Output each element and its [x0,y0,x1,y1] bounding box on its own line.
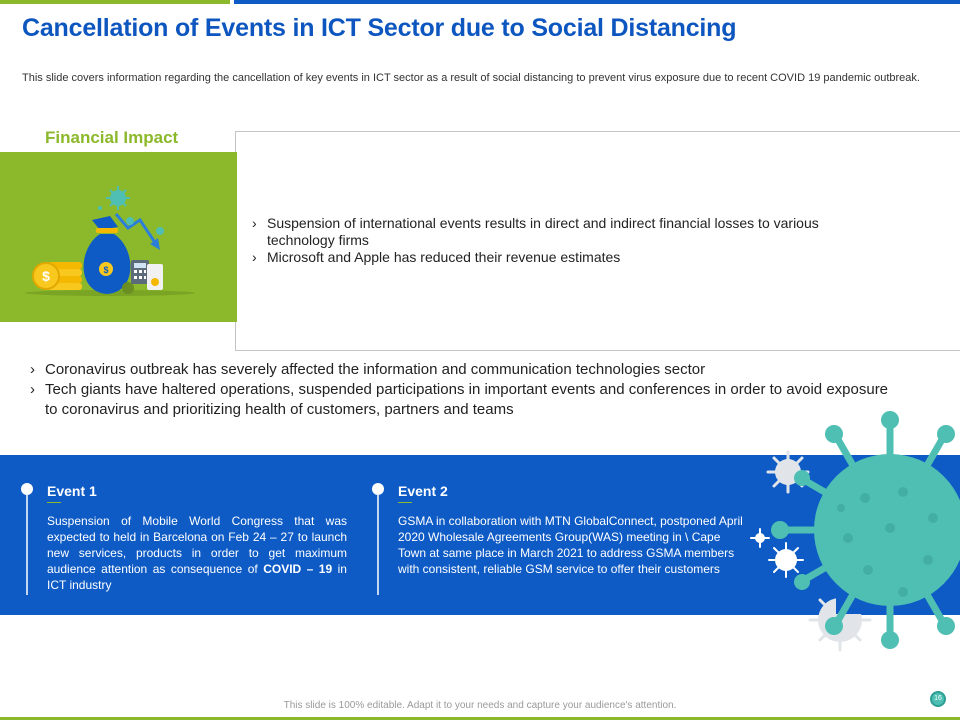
event-2-body: GSMA in collaboration with MTN GlobalConnect, postponed April 2020 Wholesale Agreements Group(WAS) meeting in \ Cape Town at same place in March 2021 to address GSMA members with consistent, reliable GSM service to offer their customers [398,514,743,576]
event-1 [47,482,347,593]
footer-note: This slide is 100% editable. Adapt it to your needs and capture your audience's attention. [283,700,677,711]
financial-impact-heading: Financial Impact [45,128,179,147]
main-bullet: › Tech giants have haltered operations, suspended participations in important events and conferences in order to avoid exposure to coronavirus and prioritizing health of customers, partners and teams [30,380,890,420]
event-1-title: Event 1 [47,483,97,499]
virus-illustration [740,400,960,660]
financial-impact-list [252,215,862,266]
top-accent-blue [234,0,960,4]
virus-icon [769,543,803,577]
timeline-dot [21,483,33,495]
timeline-line [26,495,28,595]
event-2-underline [398,502,412,503]
event-1-body: Suspension of Mobile World Congress that was expected to held in Barcelona on Feb 24 – 27 to launch new services, products in order to get maximum audience attention as consequence of COVID – 19 in ICT industry [47,514,347,592]
financial-impact-panel [0,152,237,322]
virus-icon [751,529,769,547]
page-number-badge: 16 [930,691,946,707]
financial-impact-bullet: › Suspension of international events results in direct and indirect financial losses to various technology firms [252,215,862,249]
main-bullet: › Coronavirus outbreak has severely affected the information and communication technologies sector [30,360,890,380]
event-1-underline [47,502,61,503]
financial-illustration [0,152,237,322]
event-2 [398,482,743,577]
money-bag-icon [84,216,131,294]
slide-subtitle: This slide covers information regarding the cancellation of key events in ICT sector as a result of social distancing to prevent virus exposure due to recent COVID 19 pandemic outbreak. [22,72,920,84]
coins-icon [33,262,82,290]
slide-title: Cancellation of Events in ICT Sector due to Social Distancing [22,14,737,42]
timeline-dot [372,483,384,495]
svg-text:$: $ [103,265,109,275]
timeline-line [377,495,379,595]
svg-text:$: $ [42,268,50,284]
financial-impact-bullet: › Microsoft and Apple has reduced their revenue estimates [252,249,862,266]
event-2-title: Event 2 [398,483,448,499]
top-accent-green [0,0,230,4]
